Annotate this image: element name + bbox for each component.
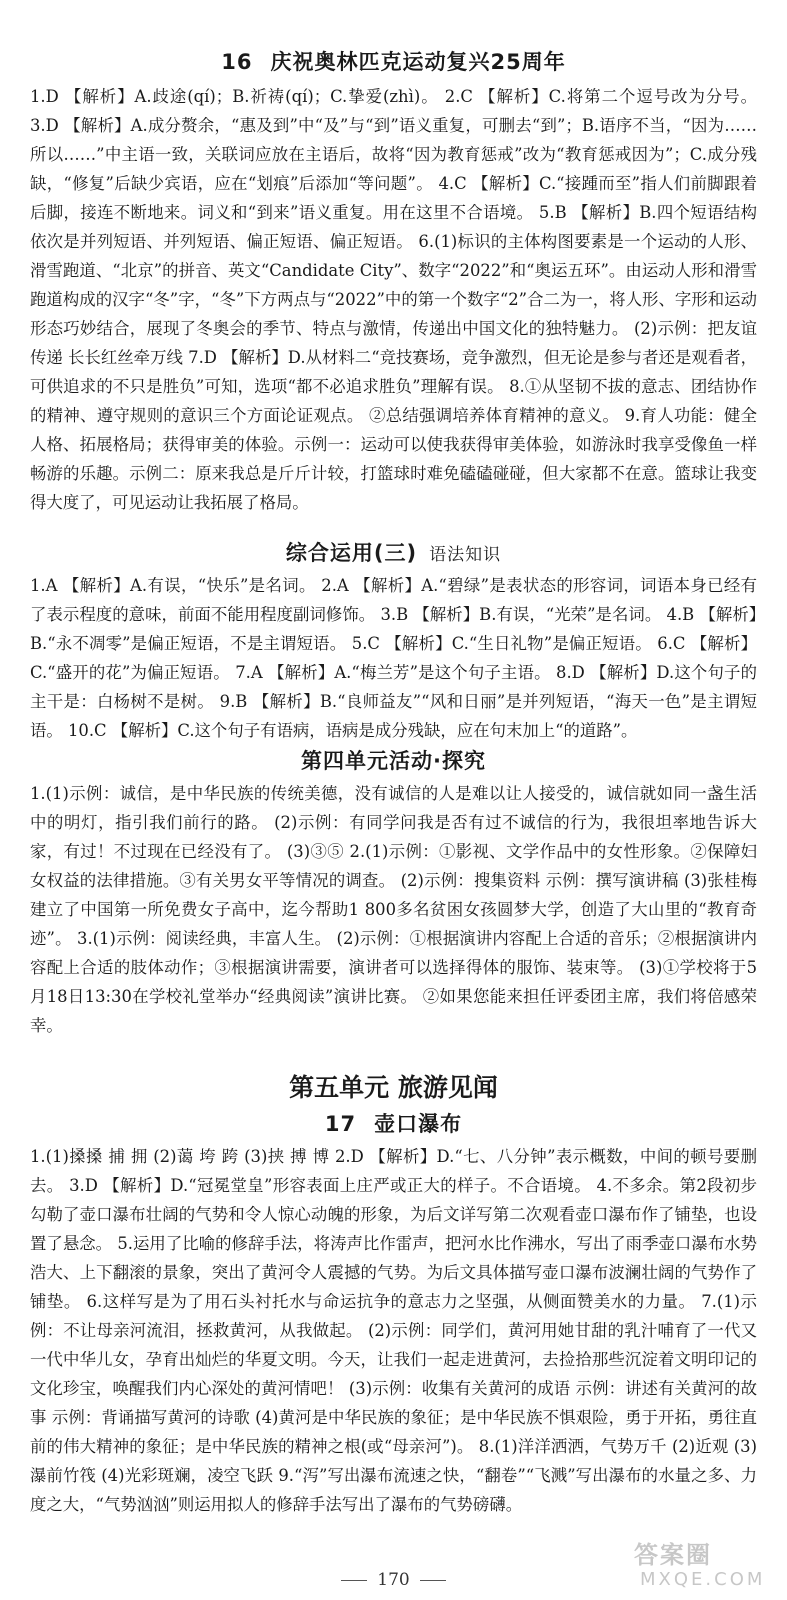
section-comprehensive-3-subtitle: 语法知识: [429, 545, 502, 565]
section-17: [30, 1108, 757, 1519]
answer-page: [30, 0, 757, 1600]
section-unit4-activity: [30, 745, 757, 1040]
watermark-logo: [634, 1535, 774, 1593]
page-number: 170: [30, 1570, 757, 1590]
section-comprehensive-3-heading: 综合运用(三): [285, 541, 418, 565]
unit5-title: 第五单元 旅游见闻: [289, 1073, 498, 1102]
section-17-title: [30, 1108, 757, 1138]
section-comprehensive-3-title: [30, 537, 757, 567]
section-17-number: 17: [324, 1112, 357, 1136]
section-16-title: [30, 46, 757, 76]
section-comprehensive-3: [30, 537, 757, 745]
section-comprehensive-3-answers: 1.A 【解析】A.有误，“快乐”是名词。 2.A 【解析】A.“碧绿”是表状态的形容词，词语本身已经有了表示程度的意味，前面不能用程度副词修饰。 3.B 【解析】B.有误，“光荣”是名词。 4.B 【解析】B.“永不凋零”是偏正短语，不是主谓短语。 5.C 【解析】C.“生日礼物”是偏正短语。 6.C 【解析】C.“盛开的花”为偏正短语。 7.A 【解析】A.“梅兰芳”是这个句子主语。 8.D 【解析】D.这个句子的主干是：白杨树不是树。 9.B 【解析】B.“良师益友”“风和日丽”是并列短语，“海天一色”是主谓短语。 10.C 【解析】C.这个句子有语病，语病是成分残缺，应在句末加上“的道路”。: [30, 576, 757, 740]
section-17-heading: 壶口瀑布: [374, 1112, 463, 1136]
section-16-answers: 1.D 【解析】A.歧途(qí)；B.祈祷(qí)；C.挚爱(zhì)。 2.C 【解析】C.将第二个逗号改为分号。 3.D 【解析】A.成分赘余，“惠及到”中“及”与“到”语义重复，可删去“到”；B.语序不当，“因为……所以……”中主语一致，关联词应放在主语后，故将“因为教育惩戒”改为“教育惩戒因为”；C.成分残缺，“修复”后缺少宾语，应在“划痕”后添加“等问题”。 4.C 【解析】C.“接踵而至”指人们前脚跟着后脚，接连不断地来。词义和“到来”语义重复。用在这里不合语境。 5.B 【解析】B.四个短语结构依次是并列短语、并列短语、偏正短语、偏正短语。 6.(1)标识的主体构图要素是一个运动的人形、滑雪跑道、“北京”的拼音、英文“Candidate City”、数字“2022”和“奥运五环”。由运动人形和滑雪跑道构成的汉字“冬”字，“冬”下方两点与“2022”中的第一个数字“2”合二为一，将人形、字形和运动形态巧妙结合，展现了冬奥会的季节、特点与激情，传递出中国文化的独特魅力。 (2)示例：把友谊传递 长长红丝牵万线 7.D 【解析】D.从材料二“竞技赛场，竞争激烈，但无论是参与者还是观看者，可供追求的不只是胜负”可知，选项“都不必追求胜负”理解有误。 8.①从坚韧不拔的意志、团结协作的精神、遵守规则的意识三个方面论证观点。 ②总结强调培养体育精神的意义。 9.育人功能：健全人格、拓展格局；获得审美的体验。示例一：运动可以使我获得审美体验，如游泳时我享受像鱼一样畅游的乐趣。示例二：原来我总是斤斤计较，打篮球时难免磕磕碰碰，但大家都不在意。篮球让我变得大度了，可见运动让我拓展了格局。: [30, 87, 757, 512]
section-unit4-activity-answers: 1.(1)示例：诚信，是中华民族的传统美德，没有诚信的人是难以让人接受的，诚信就如同一盏生活中的明灯，指引我们前行的路。 (2)示例：有同学问我是否有过不诚信的行为，我很坦率地告诉大家，有过！不过现在已经没有了。 (3)③⑤ 2.(1)示例：①影视、文学作品中的女性形象。②保障妇女权益的法律措施。③有关男女平等情况的调查。 (2)示例：搜集资料 示例：撰写演讲稿 (3)张桂梅建立了中国第一所免费女子高中，迄今帮助1 800多名贫困女孩圆梦大学，创造了大山里的“教育奇迹”。 3.(1)示例：阅读经典，丰富人生。 (2)示例：①根据演讲内容配上合适的音乐；②根据演讲内容配上合适的肢体动作；③根据演讲需要，演讲者可以选择得体的服饰、装束等。 (3)①学校将于5月18日13:30在学校礼堂举办“经典阅读”演讲比赛。 ②如果您能来担任评委团主席，我们将倍感荣幸。: [30, 784, 757, 1035]
watermark-text: 答案圈: [634, 1541, 712, 1569]
watermark-url: MXQE.COM: [640, 1569, 766, 1590]
section-16: [30, 46, 757, 517]
section-17-answers: 1.(1)搡搡 捕 拥 (2)蔼 垮 跨 (3)挟 搏 博 2.D 【解析】D.“七、八分钟”表示概数，中间的顿号要删去。 3.D 【解析】D.“冠冕堂皇”形容表面上庄严或正大的样子。不合语境。 4.不多余。第2段初步勾勒了壶口瀑布壮阔的气势和令人惊心动魄的形象，为后文详写第二次观看壶口瀑布作了铺垫，也设置了悬念。 5.运用了比喻的修辞手法，将涛声比作雷声，把河水比作沸水，写出了雨季壶口瀑布水势浩大、上下翻滚的景象，突出了黄河令人震撼的气势。为后文具体描写壶口瀑布波澜壮阔的气势作了铺垫。 6.这样写是为了用石头衬托水与命运抗争的意志力之坚强，从侧面赞美水的力量。 7.(1)示例：不让母亲河流泪，拯救黄河，从我做起。 (2)示例：同学们，黄河用她甘甜的乳汁哺育了一代又一代中华儿女，孕育出灿烂的华夏文明。今天，让我们一起走进黄河，去捡拾那些沉淀着文明印记的文化珍宝，唤醒我们内心深处的黄河情吧！ (3)示例：收集有关黄河的成语 示例：讲述有关黄河的故事 示例：背诵描写黄河的诗歌 (4)黄河是中华民族的象征；是中华民族不惧艰险，勇于开拓，勇往直前的伟大精神的象征；是中华民族的精神之根(或“母亲河”)。 8.(1)洋洋洒洒，气势万千 (2)近观 (3)瀑前竹筏 (4)光彩斑斓，凌空飞跃 9.“泻”写出瀑布流速之快，“翻卷”“飞溅”写出瀑布的水量之多、力度之大，“气势汹汹”则运用拟人的修辞手法写出了瀑布的气势磅礴。: [30, 1147, 757, 1514]
section-16-heading: 庆祝奥林匹克运动复兴25周年: [270, 50, 566, 74]
section-unit4-activity-title: 第四单元活动·探究: [301, 749, 486, 773]
section-16-number: 16: [221, 50, 253, 74]
